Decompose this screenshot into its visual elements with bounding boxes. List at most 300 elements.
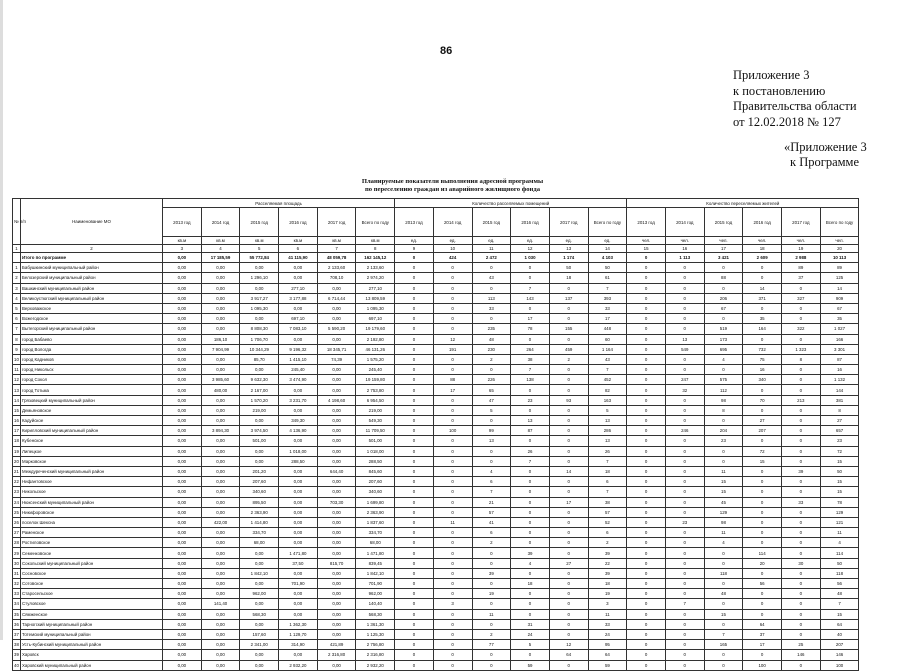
value-cell: 39 — [472, 568, 511, 578]
row-number: 18 — [13, 436, 21, 446]
value-cell: 0,00 — [317, 365, 356, 375]
municipality-name: Итого по программе — [21, 253, 163, 263]
municipality-name: Вашкинский муниципальный район — [21, 283, 163, 293]
value-cell: 64 — [588, 650, 627, 660]
value-cell: 0,00 — [279, 273, 318, 283]
value-cell: 0,00 — [163, 416, 202, 426]
value-cell: 7 — [472, 487, 511, 497]
value-cell: 7 904,99 — [201, 344, 240, 354]
table-row — [13, 640, 859, 650]
value-cell: 7 083,10 — [279, 324, 318, 334]
value-cell: 0 — [511, 466, 550, 476]
value-cell: 1 575,20 — [356, 354, 395, 364]
value-cell: 0,00 — [317, 517, 356, 527]
value-cell: 0 — [472, 579, 511, 589]
value-cell: 0,00 — [163, 303, 202, 313]
value-cell: 424 — [433, 253, 472, 263]
table-row — [13, 599, 859, 609]
value-cell: 7 — [511, 456, 550, 466]
value-cell: 0 — [627, 283, 666, 293]
value-cell: 0 — [627, 344, 666, 354]
value-cell: 112 — [704, 385, 743, 395]
value-cell: 0,00 — [163, 619, 202, 629]
value-cell: 87 — [511, 426, 550, 436]
value-cell: 13 809,59 — [356, 293, 395, 303]
value-cell: 0 — [511, 538, 550, 548]
value-cell: 0 — [395, 344, 434, 354]
value-cell: 20 — [743, 558, 782, 568]
value-cell: 74,39 — [317, 354, 356, 364]
value-cell: 0 — [433, 456, 472, 466]
value-cell: 0 — [665, 497, 704, 507]
value-cell: 644,40 — [317, 466, 356, 476]
value-cell: 0 — [433, 538, 472, 548]
value-cell: 13 — [472, 436, 511, 446]
value-cell: 0 — [395, 395, 434, 405]
value-cell: 0 — [665, 660, 704, 670]
value-cell: 6 — [588, 477, 627, 487]
value-cell: 57 — [472, 507, 511, 517]
municipality-name: Междуреченский муниципальный район — [21, 466, 163, 476]
value-cell: 0 — [549, 477, 588, 487]
value-cell: 264 — [511, 344, 550, 354]
value-cell: 0 — [395, 324, 434, 334]
municipality-name: город Вологда — [21, 344, 163, 354]
value-cell: 0,00 — [317, 477, 356, 487]
table-row — [13, 589, 859, 599]
value-cell: 0 — [782, 416, 821, 426]
value-cell: 549,30 — [356, 416, 395, 426]
value-cell: 89 — [782, 263, 821, 273]
value-cell: 0 — [395, 497, 434, 507]
value-cell: 0 — [743, 538, 782, 548]
row-number: 19 — [13, 446, 21, 456]
table-row — [13, 273, 859, 283]
value-cell: 697,10 — [279, 314, 318, 324]
value-cell: 0 — [743, 303, 782, 313]
value-cell: 0 — [433, 446, 472, 456]
value-cell: 0 — [743, 589, 782, 599]
value-cell: 1 095,30 — [356, 303, 395, 313]
value-cell: 10 113 — [820, 253, 859, 263]
value-cell: 1 296,10 — [240, 273, 279, 283]
value-cell: 480,00 — [201, 385, 240, 395]
value-cell: 26 — [511, 446, 550, 456]
value-cell: 0 — [395, 426, 434, 436]
value-cell: 0,00 — [317, 568, 356, 578]
value-cell: 0 — [395, 589, 434, 599]
year-header: 2017 год — [317, 208, 356, 237]
value-cell: 334,70 — [240, 528, 279, 538]
column-index-cell: 14 — [588, 245, 627, 253]
value-cell: 11 — [704, 466, 743, 476]
value-cell: 0 — [665, 405, 704, 415]
value-cell: 1 842,10 — [240, 568, 279, 578]
value-cell: 0 — [472, 558, 511, 568]
value-cell: 2 932,20 — [279, 660, 318, 670]
municipality-name: Кадуйское — [21, 416, 163, 426]
municipality-name: Нюксенский муниципальный район — [21, 497, 163, 507]
value-cell: 0 — [743, 273, 782, 283]
value-cell: 163 — [588, 395, 627, 405]
value-cell: 0 — [627, 568, 666, 578]
value-cell: 0 — [549, 314, 588, 324]
value-cell: 0 — [549, 528, 588, 538]
value-cell: 0,00 — [317, 589, 356, 599]
value-cell: 41 115,90 — [279, 253, 318, 263]
value-cell: 0 — [433, 640, 472, 650]
value-cell: 143 — [511, 293, 550, 303]
value-cell: 0 — [511, 650, 550, 660]
table-row — [13, 446, 859, 456]
value-cell: 0,00 — [279, 436, 318, 446]
value-cell: 23 — [665, 517, 704, 527]
value-cell: 349,30 — [279, 416, 318, 426]
value-cell: 24 — [588, 629, 627, 639]
column-index-cell: 2 — [21, 245, 163, 253]
value-cell: 3 421 — [704, 253, 743, 263]
value-cell: 207,60 — [240, 477, 279, 487]
value-cell: 0 — [549, 609, 588, 619]
value-cell: 0,00 — [163, 609, 202, 619]
value-cell: 0 — [395, 609, 434, 619]
value-cell: 0 — [627, 273, 666, 283]
value-cell: 6 — [588, 528, 627, 538]
value-cell: 207,60 — [356, 477, 395, 487]
value-cell: 219,00 — [356, 405, 395, 415]
table-row — [13, 324, 859, 334]
value-cell: 0 — [549, 416, 588, 426]
value-cell: 26 — [588, 446, 627, 456]
year-header: 2013 год — [163, 208, 202, 237]
column-index-cell: 18 — [743, 245, 782, 253]
value-cell: 0,00 — [317, 507, 356, 517]
row-number: 1 — [13, 263, 21, 273]
value-cell: 0,00 — [163, 375, 202, 385]
appendix-sub-line: к Программе — [790, 154, 860, 169]
row-number: 25 — [13, 507, 21, 517]
value-cell: 0 — [665, 609, 704, 619]
value-cell: 61 — [588, 273, 627, 283]
value-cell: 9 196,32 — [279, 344, 318, 354]
column-index-cell: 12 — [511, 245, 550, 253]
value-cell: 17 185,59 — [201, 253, 240, 263]
value-cell: 0,00 — [279, 263, 318, 273]
unit-header: чел. — [743, 237, 782, 245]
value-cell: 89 — [820, 263, 859, 273]
value-cell: 11 — [704, 528, 743, 538]
value-cell: 568,30 — [356, 609, 395, 619]
value-cell: 43 — [588, 354, 627, 364]
value-cell: 0,00 — [163, 365, 202, 375]
value-cell: 0,00 — [163, 517, 202, 527]
row-number: 10 — [13, 354, 21, 364]
value-cell: 1 113 — [665, 253, 704, 263]
col-number-header: № п/п — [13, 199, 21, 245]
value-cell: 67 — [820, 303, 859, 313]
value-cell: 1 361,30 — [356, 619, 395, 629]
value-cell: 0 — [433, 650, 472, 660]
value-cell: 0 — [549, 303, 588, 313]
group-rooms-header: Количество расселяемых помещений — [395, 199, 627, 208]
column-index-cell: 15 — [627, 245, 666, 253]
value-cell: 1 414,80 — [240, 517, 279, 527]
table-row — [13, 263, 859, 273]
value-cell: 0 — [782, 579, 821, 589]
value-cell: 1 164 — [588, 344, 627, 354]
value-cell: 0,00 — [240, 650, 279, 660]
value-cell: 0 — [472, 548, 511, 558]
value-cell: 701,90 — [356, 579, 395, 589]
value-cell: 0 — [433, 660, 472, 670]
value-cell: 0,00 — [317, 385, 356, 395]
column-index-cell: 16 — [665, 245, 704, 253]
value-cell: 1 706,70 — [240, 334, 279, 344]
value-cell: 0 — [549, 487, 588, 497]
table-row — [13, 303, 859, 313]
value-cell: 226 — [472, 375, 511, 385]
appendix-sub-line: «Приложение 3 — [784, 140, 867, 154]
value-cell: 0,00 — [279, 599, 318, 609]
value-cell: 1 018,00 — [279, 446, 318, 456]
value-cell: 1 415,10 — [279, 354, 318, 364]
value-cell: 88 — [433, 375, 472, 385]
value-cell: 41 — [472, 517, 511, 527]
value-cell: 68,00 — [356, 538, 395, 548]
value-cell: 0,00 — [163, 650, 202, 660]
value-cell: 14 — [549, 466, 588, 476]
value-cell: 286 — [588, 426, 627, 436]
value-cell: 0 — [627, 324, 666, 334]
value-cell: 4 — [704, 354, 743, 364]
value-cell: 1 018,00 — [356, 446, 395, 456]
table-row — [13, 548, 859, 558]
row-number: 6 — [13, 314, 21, 324]
value-cell: 0,00 — [279, 568, 318, 578]
value-cell: 0 — [549, 456, 588, 466]
table-row — [13, 487, 859, 497]
value-cell: 0 — [743, 650, 782, 660]
value-cell: 0 — [665, 466, 704, 476]
value-cell: 0 — [627, 477, 666, 487]
value-cell: 0 — [395, 334, 434, 344]
value-cell: 247 — [665, 375, 704, 385]
value-cell: 0,00 — [279, 303, 318, 313]
value-cell: 22 — [588, 558, 627, 568]
row-number: 11 — [13, 365, 21, 375]
value-cell: 0,00 — [240, 446, 279, 456]
municipality-name: Никифоровское — [21, 507, 163, 517]
value-cell: 2 756,80 — [356, 640, 395, 650]
value-cell: 0 — [511, 528, 550, 538]
value-cell: 15 — [820, 609, 859, 619]
value-cell: 708,10 — [317, 273, 356, 283]
value-cell: 0 — [665, 263, 704, 273]
table-row — [13, 293, 859, 303]
value-cell: 568,30 — [240, 609, 279, 619]
value-cell: 33 — [472, 303, 511, 313]
value-cell: 0,00 — [240, 263, 279, 273]
table-row — [13, 477, 859, 487]
value-cell: 0 — [782, 426, 821, 436]
municipality-name: Грязовецкий муниципальный район — [21, 395, 163, 405]
value-cell: 129 — [820, 507, 859, 517]
value-cell: 157,60 — [240, 629, 279, 639]
value-cell: 37 — [782, 273, 821, 283]
value-cell: 0 — [627, 365, 666, 375]
value-cell: 33 — [588, 303, 627, 313]
value-cell: 0,00 — [163, 548, 202, 558]
value-cell: 0 — [665, 395, 704, 405]
value-cell: 0 — [549, 517, 588, 527]
value-cell: 0,00 — [279, 589, 318, 599]
value-cell: 0 — [743, 436, 782, 446]
value-cell: 0 — [665, 629, 704, 639]
value-cell: 0,00 — [163, 589, 202, 599]
value-cell: 0,00 — [317, 416, 356, 426]
value-cell: 11 — [588, 609, 627, 619]
value-cell: 0 — [627, 487, 666, 497]
value-cell: 18 — [511, 579, 550, 589]
value-cell: 245,40 — [356, 365, 395, 375]
column-index-cell: 19 — [782, 245, 821, 253]
value-cell: 0,00 — [240, 314, 279, 324]
unit-header: кв.м — [279, 237, 318, 245]
value-cell: 0,00 — [201, 487, 240, 497]
row-number: 14 — [13, 395, 21, 405]
value-cell: 0 — [782, 599, 821, 609]
value-cell: 0 — [395, 446, 434, 456]
value-cell: 0,00 — [279, 405, 318, 415]
value-cell: 0 — [743, 385, 782, 395]
value-cell: 2 932,20 — [356, 660, 395, 670]
value-cell: 17 — [588, 314, 627, 324]
value-cell: 0 — [743, 263, 782, 273]
value-cell: 0 — [549, 436, 588, 446]
value-cell: 0 — [433, 354, 472, 364]
value-cell: 0,00 — [317, 609, 356, 619]
value-cell: 0 — [549, 589, 588, 599]
table-row — [13, 395, 859, 405]
value-cell: 13 — [588, 436, 627, 446]
value-cell: 0 — [395, 405, 434, 415]
value-cell: 0,00 — [201, 589, 240, 599]
value-cell: 164 — [743, 324, 782, 334]
value-cell: 0,00 — [240, 416, 279, 426]
value-cell: 39 — [782, 466, 821, 476]
value-cell: 0,00 — [240, 619, 279, 629]
value-cell: 75 — [743, 354, 782, 364]
value-cell: 1 323 — [782, 344, 821, 354]
column-index-cell: 1 — [13, 245, 21, 253]
value-cell: 0 — [433, 263, 472, 273]
value-cell: 0,00 — [279, 517, 318, 527]
value-cell: 64 — [743, 619, 782, 629]
value-cell: 1 699,80 — [356, 497, 395, 507]
municipality-name: Сокольский муниципальный район — [21, 558, 163, 568]
value-cell: 17 — [433, 385, 472, 395]
value-cell: 2 — [472, 629, 511, 639]
value-cell: 0,00 — [163, 487, 202, 497]
value-cell: 0 — [511, 589, 550, 599]
row-number: 26 — [13, 517, 21, 527]
value-cell: 0,00 — [317, 283, 356, 293]
value-cell: 23 — [704, 436, 743, 446]
value-cell: 125 — [820, 273, 859, 283]
value-cell: 657 — [820, 426, 859, 436]
value-cell: 0 — [665, 650, 704, 660]
value-cell: 0 — [743, 497, 782, 507]
column-index-cell: 5 — [240, 245, 279, 253]
value-cell: 3 — [588, 599, 627, 609]
value-cell: 100 — [820, 660, 859, 670]
value-cell: 0 — [395, 538, 434, 548]
value-cell: 0 — [549, 375, 588, 385]
value-cell: 0 — [472, 263, 511, 273]
municipality-name: Ростиловское — [21, 538, 163, 548]
value-cell: 2 — [472, 354, 511, 364]
value-cell: 0 — [395, 314, 434, 324]
value-cell: 0 — [433, 466, 472, 476]
value-cell: 146 — [820, 650, 859, 660]
row-number: 40 — [13, 660, 21, 670]
value-cell: 0 — [782, 303, 821, 313]
value-cell: 0 — [704, 558, 743, 568]
value-cell: 0,00 — [163, 640, 202, 650]
value-cell: 15 — [704, 609, 743, 619]
value-cell: 0,00 — [201, 436, 240, 446]
value-cell: 3 474,90 — [279, 375, 318, 385]
value-cell: 2 341,00 — [240, 640, 279, 650]
value-cell: 0 — [782, 487, 821, 497]
value-cell: 0,00 — [201, 395, 240, 405]
value-cell: 6 — [472, 528, 511, 538]
value-cell: 0 — [665, 579, 704, 589]
value-cell: 0 — [511, 405, 550, 415]
value-cell: 0,00 — [163, 314, 202, 324]
value-cell: 31 — [511, 619, 550, 629]
value-cell: 0,00 — [317, 456, 356, 466]
value-cell: 0,00 — [317, 599, 356, 609]
group-area-header: Расселяемая площадь — [163, 199, 395, 208]
value-cell: 0,00 — [163, 568, 202, 578]
value-cell: 0 — [627, 385, 666, 395]
value-cell: 0,00 — [317, 660, 356, 670]
municipality-name: поселок Шексна — [21, 517, 163, 527]
value-cell: 0 — [433, 365, 472, 375]
value-cell: 2 133,60 — [317, 263, 356, 273]
value-cell: 1 362,30 — [279, 619, 318, 629]
value-cell: 207 — [820, 640, 859, 650]
value-cell: 5 — [511, 640, 550, 650]
year-header: 2015 год — [472, 208, 511, 237]
value-cell: 0 — [743, 528, 782, 538]
title-line: Планируемые показатели выполнения адресной программы — [361, 178, 544, 185]
value-cell: 697,10 — [356, 314, 395, 324]
value-cell: 13 — [588, 416, 627, 426]
municipality-name: Никольское — [21, 487, 163, 497]
municipality-name: город Никольск — [21, 365, 163, 375]
value-cell: 1 132 — [820, 375, 859, 385]
column-index-row — [13, 245, 859, 253]
value-cell: 0,00 — [163, 293, 202, 303]
value-cell: 0 — [433, 609, 472, 619]
value-cell: 0,00 — [201, 548, 240, 558]
value-cell: 2 167,00 — [240, 385, 279, 395]
value-cell: 0,00 — [317, 487, 356, 497]
value-cell: 0 — [627, 466, 666, 476]
value-cell: 0 — [395, 599, 434, 609]
